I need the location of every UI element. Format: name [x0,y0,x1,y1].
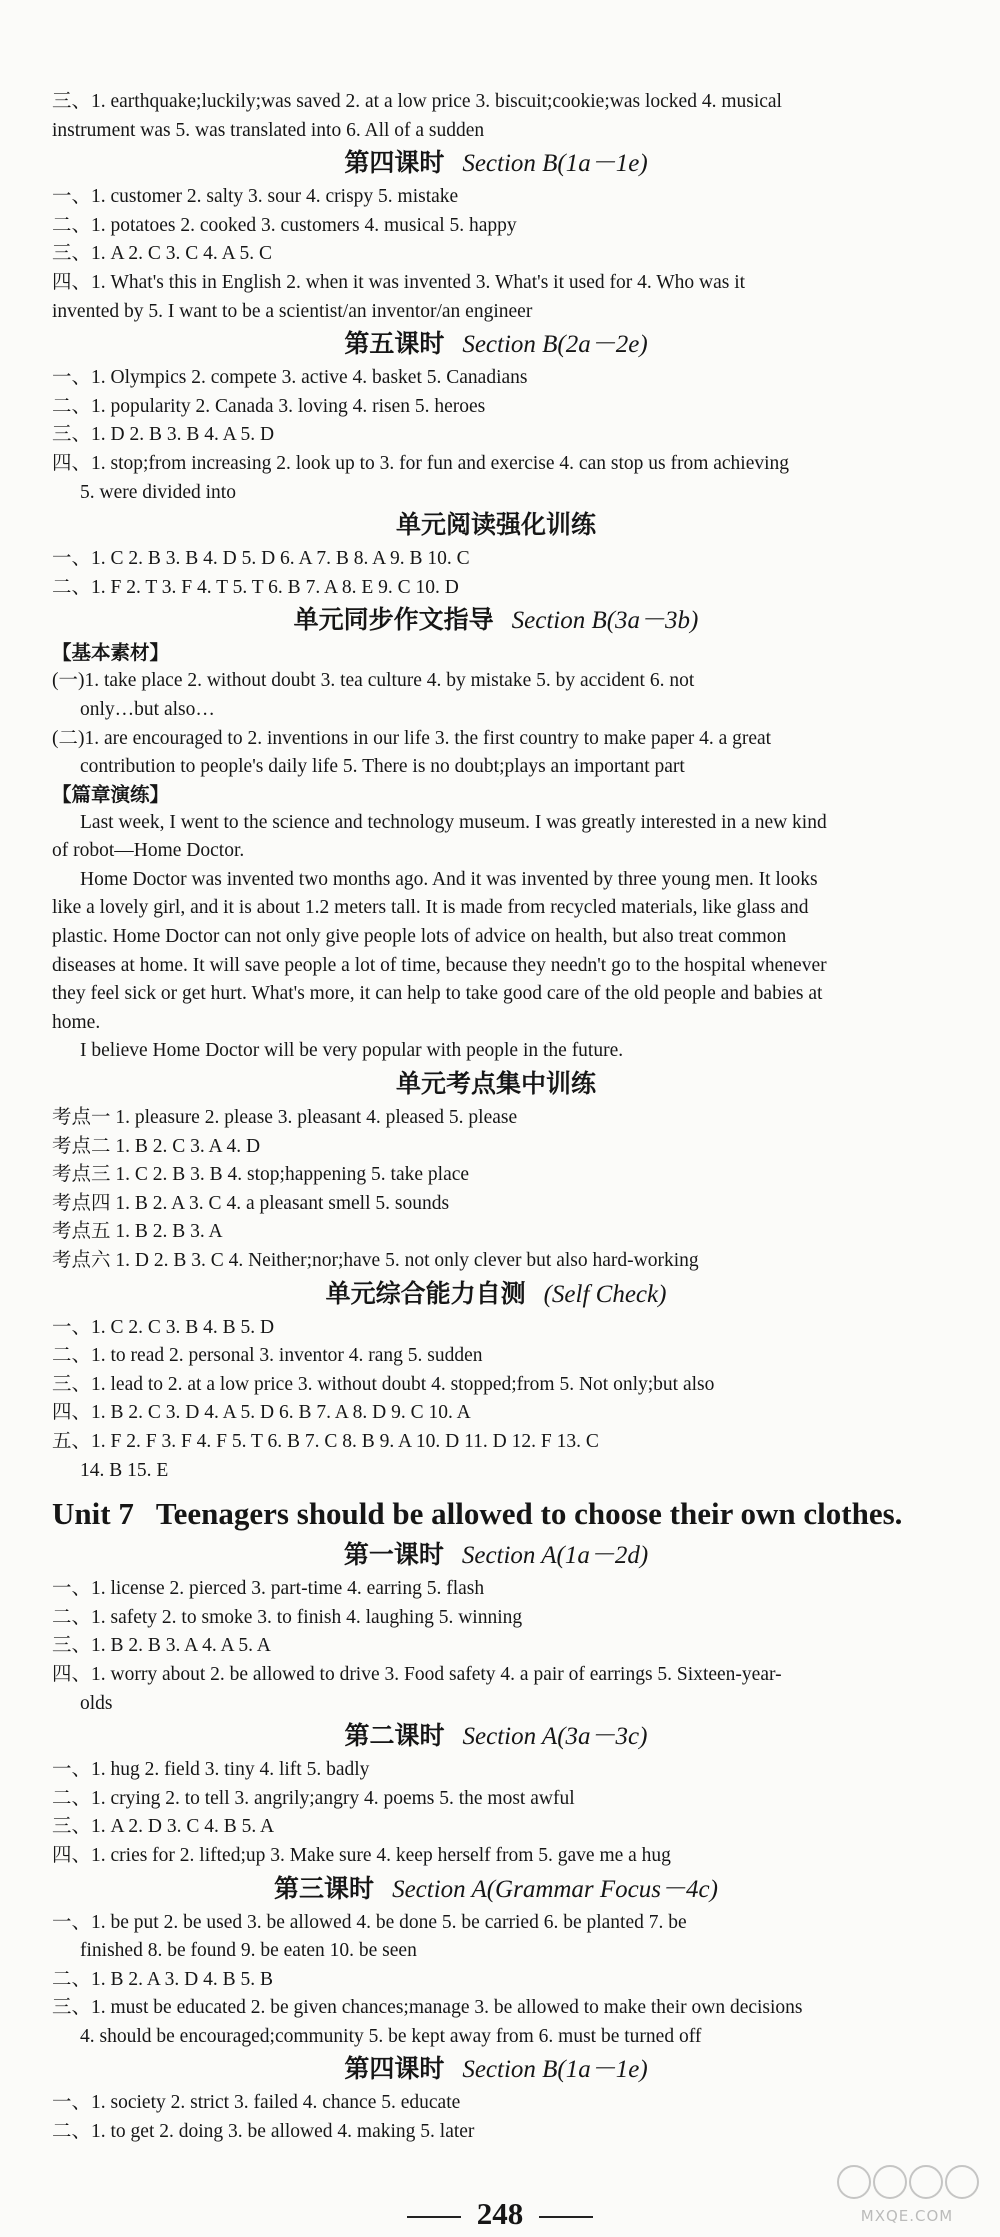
answer-line: like a lovely girl, and it is about 1.2 meters tall. It is made from recycled materials, like glass and [52,897,809,919]
answer-line: 三、1. D 2. B 3. B 4. A 5. D [52,424,275,446]
answer-line: 二、1. B 2. A 3. D 4. B 5. B [52,1968,274,1990]
answer-line: 一、1. society 2. strict 3. failed 4. chance 5. educate [52,2092,461,2114]
heading-title: 第二课时 [344,1723,445,1751]
heading-title: 单元综合能力自测 [325,1280,526,1308]
answer-line: 一、1. customer 2. salty 3. sour 4. crispy 5. mistake [52,186,459,208]
answer-line: 考点四 1. B 2. A 3. C 4. a pleasant smell 5. sounds [52,1192,450,1214]
answer-line: they feel sick or get hurt. What's more, it can help to take good care of the old people and babies at [52,983,823,1005]
answer-line: instrument was 5. was translated into 6. All of a sudden [52,119,485,141]
answer-line: 二、1. safety 2. to smoke 3. to finish 4. laughing 5. winning [52,1606,523,1628]
answer-line: 考点六 1. D 2. B 3. C 4. Neither;nor;have 5. not only clever but also hard-working [52,1250,699,1271]
answer-line: 三、1. lead to 2. at a low price 3. without doubt 4. stopped;from 5. Not only;but also [52,1373,715,1395]
page-number: 248 [476,2196,524,2231]
section-heading [52,328,940,362]
answer-line: 二、1. popularity 2. Canada 3. loving 4. risen 5. heroes [52,395,486,417]
answer-line: 14. B 15. E [80,1459,169,1481]
heading-title: 单元阅读强化训练 [395,512,596,540]
subsection-tag: 【基本素材】 [52,643,170,665]
answer-line: 一、1. C 2. B 3. B 4. D 5. D 6. A 7. B 8. A 9. B 10. C [52,548,470,570]
heading-title: 第五课时 [344,331,445,359]
answer-line: diseases at home. It will save people a lot of time, because they needn't go to the hospital whenever [52,954,827,976]
answer-line: 三、1. must be educated 2. be given chances;manage 3. be allowed to make their own decisions [52,1997,803,2019]
answer-line: 三、1. earthquake;luckily;was saved 2. at a low price 3. biscuit;cookie;was locked 4. musical [52,91,782,112]
watermark-logo [832,2162,982,2225]
section-heading [52,509,940,543]
footer-dash-right [539,2216,593,2218]
answer-line: 二、1. to read 2. personal 3. inventor 4. rang 5. sudden [52,1345,483,1367]
heading-section-label: (Self Check) [543,1280,667,1308]
section-heading [52,1873,940,1907]
answer-line: 二、1. F 2. T 3. F 4. T 5. T 6. B 7. A 8. E 9. C 10. D [52,576,459,598]
answer-line: (二)1. are encouraged to 2. inventions in our life 3. the first country to make paper 4. a great [52,727,772,749]
answer-line: 一、1. license 2. pierced 3. part-time 4. earring 5. flash [52,1578,485,1600]
unit-heading-text: Teenagers should be allowed to choose their own clothes. [155,1496,903,1532]
answer-line: 四、1. What's this in English 2. when it was invented 3. What's it used for 4. Who was it [52,271,746,293]
answer-line: plastic. Home Doctor can not only give people lots of advice on health, but also treat common [52,926,787,948]
answer-line: 考点二 1. B 2. C 3. A 4. D [52,1135,261,1157]
answer-line: 四、1. cries for 2. lifted;up 3. Make sure 4. keep herself from 5. gave me a hug [52,1844,671,1866]
section-heading [52,1539,940,1573]
answer-line: 三、1. A 2. C 3. C 4. A 5. C [52,243,272,265]
answer-line: invented by 5. I want to be a scientist/an inventor/an engineer [52,300,533,322]
heading-section-label: Section A(Grammar Focus－4c) [392,1875,718,1903]
section-heading [52,604,940,638]
answer-line: 一、1. C 2. C 3. B 4. B 5. D [52,1316,275,1338]
answer-line: 一、1. hug 2. field 3. tiny 4. lift 5. badly [52,1759,370,1781]
section-heading [52,1278,940,1312]
answer-line: (一)1. take place 2. without doubt 3. tea culture 4. by mistake 5. by accident 6. not [52,670,695,692]
heading-section-label: Section A(1a－2d) [461,1542,649,1570]
heading-title: 第三课时 [274,1875,375,1903]
answer-line: only…but also… [80,698,215,720]
answer-line: 四、1. B 2. C 3. D 4. A 5. D 6. B 7. A 8. D 9. C 10. A [52,1402,471,1424]
answer-line: Last week, I went to the science and technology museum. I was greatly interested in a new kind [80,811,827,833]
section-heading [52,1068,940,1102]
unit-title [52,1491,940,1537]
heading-section-label: Section B(1a－1e) [462,150,648,178]
answer-line: 二、1. potatoes 2. cooked 3. customers 4. musical 5. happy [52,214,517,236]
answer-line: 考点三 1. C 2. B 3. B 4. stop;happening 5. take place [52,1164,470,1186]
answer-line: of robot—Home Doctor. [52,840,245,862]
answer-line: 5. were divided into [80,481,236,503]
watermark-text: MXQE.COM [860,2207,954,2225]
unit-number: Unit 7 [52,1496,134,1532]
answer-line: Home Doctor was invented two months ago. And it was invented by three young men. It looks [80,868,818,890]
section-heading [52,2053,940,2087]
heading-section-label: Section B(3a－3b) [511,607,699,635]
heading-title: 单元考点集中训练 [395,1071,596,1099]
answer-line: home. [52,1011,101,1033]
footer-dash-left [407,2216,461,2218]
answer-line: 考点五 1. B 2. B 3. A [52,1221,223,1243]
answer-line: 考点一 1. pleasure 2. please 3. pleasant 4. pleased 5. please [52,1107,518,1129]
answer-line: 三、1. A 2. D 3. C 4. B 5. A [52,1816,275,1838]
answer-line: 三、1. B 2. B 3. A 4. A 5. A [52,1635,271,1657]
answer-line: 4. should be encouraged;community 5. be kept away from 6. must be turned off [80,2025,702,2047]
section-heading [52,147,940,181]
answer-key-page [52,88,940,2147]
answer-line: 一、1. be put 2. be used 3. be allowed 4. be done 5. be carried 6. be planted 7. be [52,1911,687,1933]
heading-section-label: Section B(1a－1e) [462,2056,648,2084]
answer-line: contribution to people's daily life 5. There is no doubt;plays an important part [80,756,685,778]
heading-section-label: Section B(2a－2e) [462,331,648,359]
answer-line: olds [80,1692,113,1714]
answer-line: 四、1. stop;from increasing 2. look up to 3. for fun and exercise 4. can stop us from achieving [52,452,790,474]
watermark-stamp-icon [832,2162,982,2202]
answer-line: 二、1. crying 2. to tell 3. angrily;angry 4. poems 5. the most awful [52,1787,575,1809]
subsection-tag: 【篇章演练】 [52,784,170,806]
answer-line: I believe Home Doctor will be very popular with people in the future. [80,1040,624,1062]
answer-line: 一、1. Olympics 2. compete 3. active 4. basket 5. Canadians [52,367,528,389]
section-heading [52,1720,940,1754]
answer-line: finished 8. be found 9. be eaten 10. be seen [80,1940,417,1962]
answer-line: 五、1. F 2. F 3. F 4. F 5. T 6. B 7. C 8. B 9. A 10. D 11. D 12. F 13. C [52,1430,599,1452]
heading-title: 第四课时 [344,150,445,178]
answer-line: 四、1. worry about 2. be allowed to drive 3. Food safety 4. a pair of earrings 5. Sixteen-year- [52,1663,782,1685]
heading-title: 第四课时 [344,2056,445,2084]
answer-line: 二、1. to get 2. doing 3. be allowed 4. making 5. later [52,2121,475,2143]
heading-title: 单元同步作文指导 [293,607,494,635]
heading-section-label: Section A(3a－3c) [462,1723,648,1751]
heading-title: 第一课时 [343,1542,444,1570]
